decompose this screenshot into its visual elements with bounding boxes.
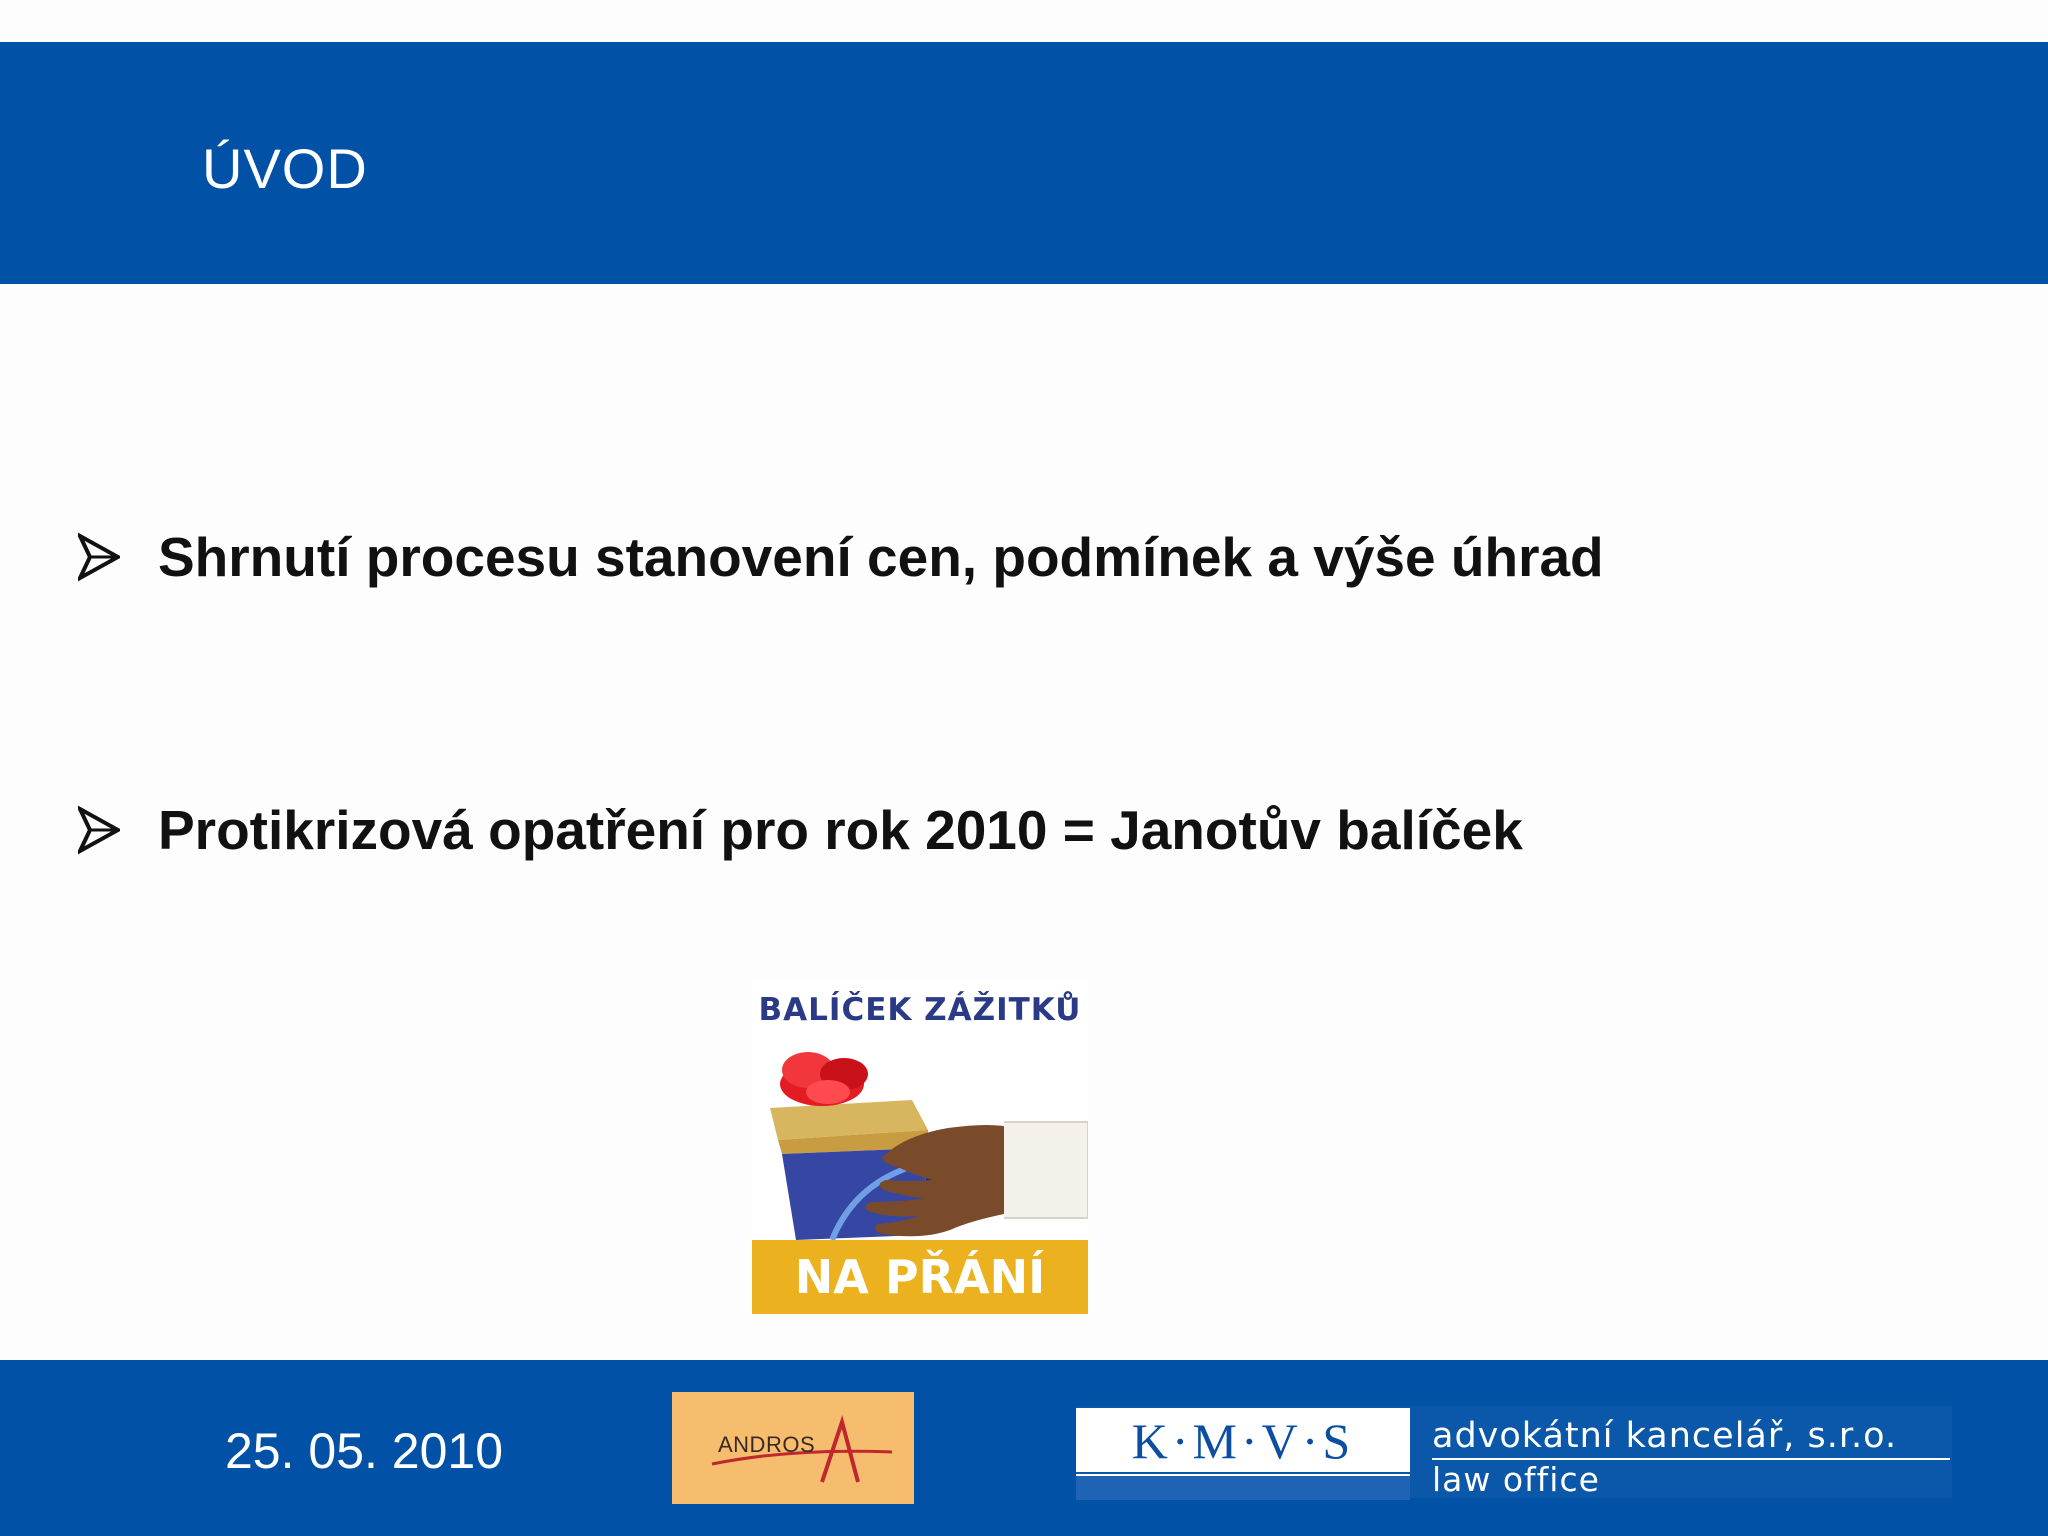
arrow-bullet-icon xyxy=(78,532,120,582)
gift-box-icon xyxy=(752,1030,1088,1240)
gift-banner-text: NA PŘÁNÍ xyxy=(794,1250,1046,1304)
kmvs-tagline: advokátní kancelář, s.r.o. xyxy=(1432,1416,1898,1456)
kmvs-logo xyxy=(1076,1406,1952,1498)
footer-date: 25. 05. 2010 xyxy=(225,1423,504,1479)
kmvs-subtitle: law office xyxy=(1432,1460,1600,1499)
bullet-item xyxy=(78,525,1604,589)
bullet-text: Protikrizová opatření pro rok 2010 = Janotův balíček xyxy=(158,799,1523,861)
gift-image-title: BALÍČEK ZÁŽITKŮ xyxy=(758,992,1082,1028)
kmvs-letters: K·M·V·S xyxy=(1131,1413,1355,1469)
kmvs-box-bottom xyxy=(1076,1474,1410,1500)
andros-logo xyxy=(672,1392,914,1504)
arrow-bullet-icon xyxy=(78,805,120,855)
bullet-text: Shrnutí procesu stanovení cen, podmínek a výše úhrad xyxy=(158,526,1604,588)
bullet-item xyxy=(78,798,1523,862)
gift-package-image xyxy=(752,978,1088,1314)
slide-title: ÚVOD xyxy=(202,137,368,200)
kmvs-letter-box xyxy=(1076,1408,1410,1472)
gift-banner xyxy=(752,1240,1088,1314)
andros-logo-text: ANDROS xyxy=(718,1432,816,1457)
